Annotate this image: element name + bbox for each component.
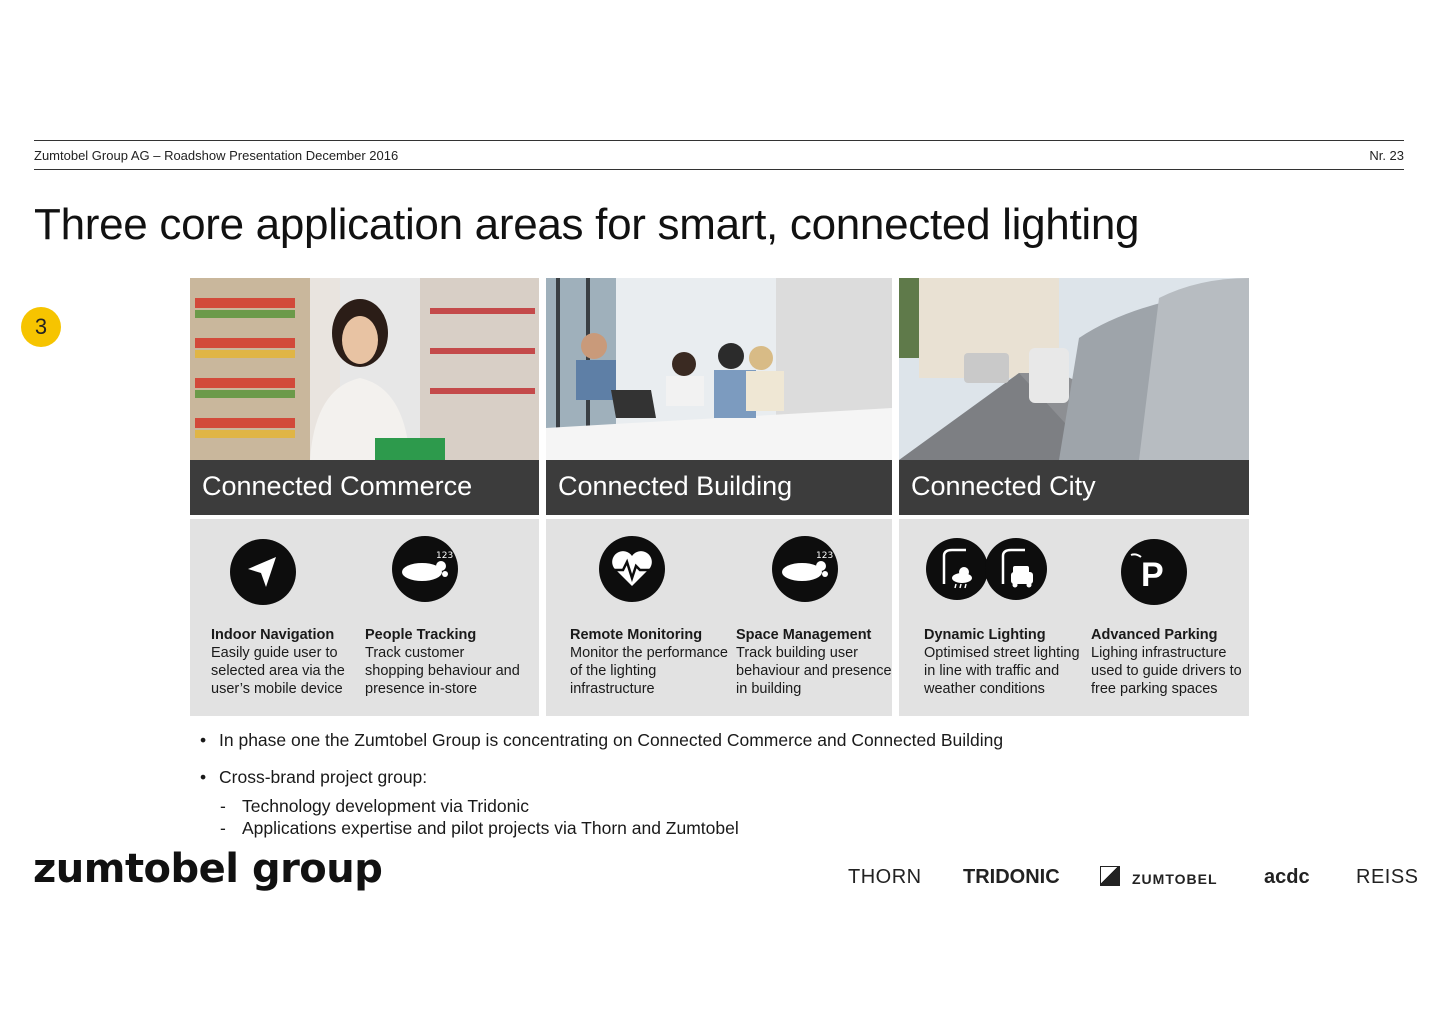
header-presentation-title: Zumtobel Group AG – Roadshow Presentation December 2016 [34, 148, 399, 163]
svg-text:P: P [1141, 556, 1164, 594]
bullet-item: • In phase one the Zumtobel Group is concentrating on Connected Commerce and Connected Building [200, 730, 1004, 750]
feature-advanced-parking: Advanced Parking Lighing infrastructure used to guide drivers to free parking spaces [1091, 627, 1242, 697]
brand-tridonic: TRIDONIC [963, 866, 1060, 888]
page-title: Three core application areas for smart, connected lighting [34, 200, 1140, 249]
office-meeting-photo [546, 278, 892, 460]
panel-caption: Connected City [899, 460, 1249, 515]
header-bottom-rule [34, 169, 1404, 170]
panel-connected-building [546, 278, 892, 716]
zumtobel-mark-icon [1100, 866, 1120, 886]
navigation-arrow-icon [230, 539, 296, 605]
brand-zumtobel: ZUMTOBEL [1132, 871, 1218, 887]
page-number: Nr. 23 [1369, 148, 1404, 163]
feature-people-tracking: People Tracking Track customer shopping behaviour and presence in-store [365, 627, 520, 697]
feature-space-management: Space Management Track building user behaviour and presence in building [736, 627, 892, 697]
zumtobel-group-logo: zumtobel group [33, 846, 383, 892]
footprint-counter-icon [772, 536, 838, 602]
svg-text:123: 123 [816, 551, 834, 561]
parking-icon [1121, 539, 1187, 605]
supermarket-photo [190, 278, 539, 460]
feature-remote-monitoring: Remote Monitoring Monitor the performance of the lighting infrastructure [570, 627, 728, 697]
street-parking-photo [899, 278, 1249, 460]
panel-features [190, 519, 539, 716]
header-top-rule [34, 140, 1404, 141]
brand-thorn: THORN [848, 866, 922, 888]
panel-features [546, 519, 892, 716]
sub-bullet-item: - Technology development via Tridonic [220, 796, 529, 816]
feature-indoor-navigation: Indoor Navigation Easily guide user to selected area via the user’s mobile device [211, 627, 345, 697]
brand-reiss: REISS [1356, 866, 1419, 888]
panel-connected-commerce [190, 278, 539, 716]
panel-connected-city [899, 278, 1249, 716]
panel-features [899, 519, 1249, 716]
footprint-counter-icon [392, 536, 458, 602]
streetlight-traffic-icon [985, 538, 1047, 600]
streetlight-weather-icon [926, 538, 988, 600]
feature-dynamic-lighting: Dynamic Lighting Optimised street lighting in line with traffic and weather conditions [924, 627, 1080, 697]
panel-caption: Connected Commerce [190, 460, 539, 515]
sub-bullet-item: - Applications expertise and pilot projects via Thorn and Zumtobel [220, 818, 739, 838]
heart-pulse-icon [599, 536, 665, 602]
svg-text:123: 123 [436, 551, 454, 561]
bullet-item: • Cross-brand project group: [200, 767, 428, 787]
brand-acdc: acdc [1264, 866, 1310, 888]
section-badge: 3 [21, 307, 61, 347]
panel-caption: Connected Building [546, 460, 892, 515]
